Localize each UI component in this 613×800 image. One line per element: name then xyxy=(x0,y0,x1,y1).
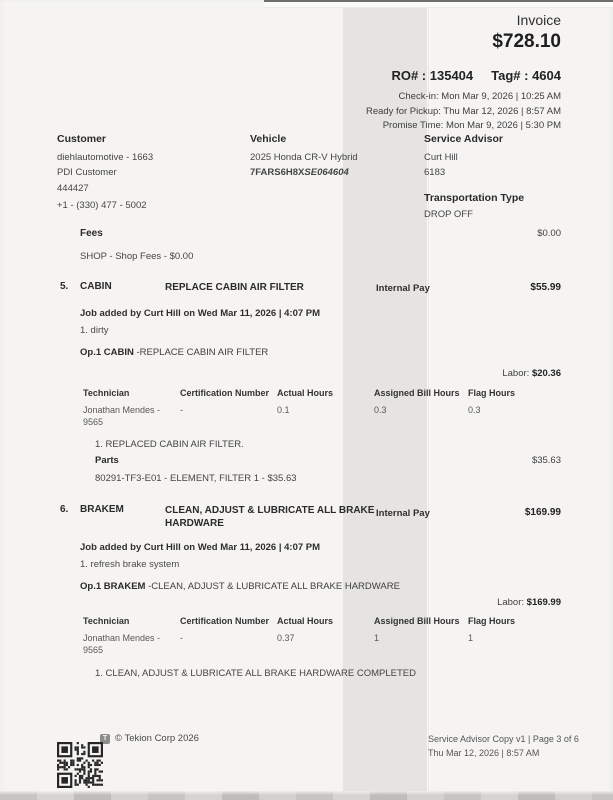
job-amount: $55.99 xyxy=(530,282,561,293)
print-timestamp: Thu Mar 12, 2026 | 8:57 AM xyxy=(428,748,540,758)
fees-detail: SHOP - Shop Fees - $0.00 xyxy=(80,251,194,262)
scan-bottom-edge xyxy=(0,791,613,800)
job-story: 1. REPLACED CABIN AIR FILTER. xyxy=(95,439,244,450)
ro-tag-line xyxy=(366,68,561,83)
tag-number: Tag# : 4604 xyxy=(491,68,561,83)
fees-heading: Fees xyxy=(80,228,103,239)
tekion-logo-icon: T xyxy=(100,734,110,744)
job-concern: 1. refresh brake system xyxy=(80,559,180,570)
job-pay-type: Internal Pay xyxy=(376,283,430,294)
service-advisor-id: 6183 xyxy=(424,166,446,178)
job-section-cabin xyxy=(0,281,613,504)
column-header-actual-hours: Actual Hours xyxy=(277,388,334,398)
actual-hours: 0.1 xyxy=(277,405,290,415)
service-advisor-section xyxy=(424,133,584,223)
labor-line xyxy=(502,368,561,379)
job-title: CLEAN, ADJUST & LUBRICATE ALL BRAKE HARDWARE xyxy=(165,505,375,529)
invoice-header xyxy=(366,12,561,134)
parts-total: $35.63 xyxy=(531,455,561,466)
column-header-technician: Technician xyxy=(83,388,130,398)
service-advisor-name: Curt Hill xyxy=(424,152,458,163)
technician-table xyxy=(83,388,573,436)
customer-type: PDI Customer xyxy=(57,166,117,178)
customer-name: diehlautomotive - 1663 xyxy=(57,152,154,163)
column-header-flag-hours: Flag Hours xyxy=(468,616,516,626)
fees-row xyxy=(80,228,561,239)
technician-name: Jonathan Mendes - 9565 xyxy=(83,405,161,427)
actual-hours: 0.37 xyxy=(277,633,295,643)
copy-version-page: Service Advisor Copy v1 | Page 3 of 6 xyxy=(428,734,579,744)
parts-detail: 80291-TF3-E01 - ELEMENT, FILTER 1 - $35.63 xyxy=(95,473,297,484)
technician-table xyxy=(83,616,573,664)
job-operation-line xyxy=(80,347,268,358)
assigned-bill-hours: 0.3 xyxy=(374,405,387,415)
column-header-assigned-bill-hours: Assigned Bill Hours xyxy=(374,388,460,398)
job-added-line: Job added by Curt Hill on Wed Mar 11, 2026 | 4:07 PM xyxy=(80,542,321,553)
vehicle-section xyxy=(250,133,425,180)
customer-phone: +1 - (330) 477 - 5002 xyxy=(57,199,147,211)
job-operation-line xyxy=(80,581,400,592)
scan-top-edge xyxy=(264,0,613,8)
ro-number: RO# : 135404 xyxy=(391,68,474,83)
flag-hours: 0.3 xyxy=(468,405,481,415)
copyright-line xyxy=(100,733,199,744)
column-header-technician: Technician xyxy=(83,616,130,626)
invoice-label: Invoice xyxy=(516,12,561,28)
operation-code: Op.1 BRAKEM xyxy=(80,581,146,592)
vehicle-vin xyxy=(250,166,425,181)
operation-description: -CLEAN, ADJUST & LUBRICATE ALL BRAKE HARDWARE xyxy=(145,581,400,592)
vin-suffix: SE064604 xyxy=(304,166,349,178)
service-advisor-heading: Service Advisor xyxy=(424,133,503,145)
job-index: 5. xyxy=(60,281,69,292)
footer-page-info xyxy=(428,732,579,760)
invoice-total: $728.10 xyxy=(492,31,561,52)
fees-total: $0.00 xyxy=(537,228,561,239)
vehicle-heading: Vehicle xyxy=(250,133,287,145)
labor-amount: $169.99 xyxy=(526,597,561,608)
operation-description: -REPLACE CABIN AIR FILTER xyxy=(133,347,269,358)
labor-label: Labor: xyxy=(497,597,527,608)
column-header-certification: Certification Number xyxy=(180,616,270,626)
labor-label: Labor: xyxy=(502,368,532,379)
customer-heading: Customer xyxy=(57,133,107,145)
transportation-heading: Transportation Type xyxy=(424,192,525,204)
assigned-bill-hours: 1 xyxy=(374,633,380,643)
ready-for-pickup-time: Ready for Pickup: Thu Mar 12, 2026 | 8:57 AM xyxy=(365,105,561,117)
parts-row xyxy=(95,455,561,466)
parts-heading: Parts xyxy=(95,455,119,466)
check-in-time: Check-in: Mon Mar 9, 2026 | 10:25 AM xyxy=(398,91,561,102)
labor-line xyxy=(497,597,561,608)
technician-name: Jonathan Mendes - 9565 xyxy=(83,633,161,655)
job-section-brakem xyxy=(0,504,613,689)
column-header-certification: Certification Number xyxy=(180,388,270,398)
vehicle-model: 2025 Honda CR-V Hybrid xyxy=(250,152,358,163)
job-concern: 1. dirty xyxy=(80,325,109,336)
operation-code: Op.1 CABIN xyxy=(80,347,134,358)
transportation-value: DROP OFF xyxy=(424,209,473,220)
job-pay-type: Internal Pay xyxy=(376,508,430,519)
flag-hours: 1 xyxy=(468,633,474,643)
certification-number: - xyxy=(180,633,183,643)
promise-time: Promise Time: Mon Mar 9, 2026 | 5:30 PM xyxy=(382,120,561,131)
certification-number: - xyxy=(180,405,183,415)
vin-prefix: 7FARS6H8X xyxy=(250,166,305,178)
job-code: CABIN xyxy=(80,281,112,292)
schedule-times xyxy=(366,90,561,134)
job-code: BRAKEM xyxy=(80,504,124,515)
customer-section xyxy=(57,133,242,213)
job-index: 6. xyxy=(60,504,69,515)
column-header-flag-hours: Flag Hours xyxy=(468,388,516,398)
column-header-actual-hours: Actual Hours xyxy=(277,616,334,626)
job-added-line: Job added by Curt Hill on Wed Mar 11, 2026 | 4:07 PM xyxy=(80,308,321,319)
qr-code xyxy=(57,742,103,788)
column-header-assigned-bill-hours: Assigned Bill Hours xyxy=(374,616,460,626)
job-story: 1. CLEAN, ADJUST & LUBRICATE ALL BRAKE HARDWARE COMPLETED xyxy=(95,668,416,679)
job-title: REPLACE CABIN AIR FILTER xyxy=(165,282,304,293)
job-amount: $169.99 xyxy=(524,507,561,518)
copyright-text: © Tekion Corp 2026 xyxy=(115,733,199,744)
transportation-section xyxy=(424,192,584,223)
labor-amount: $20.36 xyxy=(531,368,561,379)
customer-account-number: 444427 xyxy=(57,183,89,194)
